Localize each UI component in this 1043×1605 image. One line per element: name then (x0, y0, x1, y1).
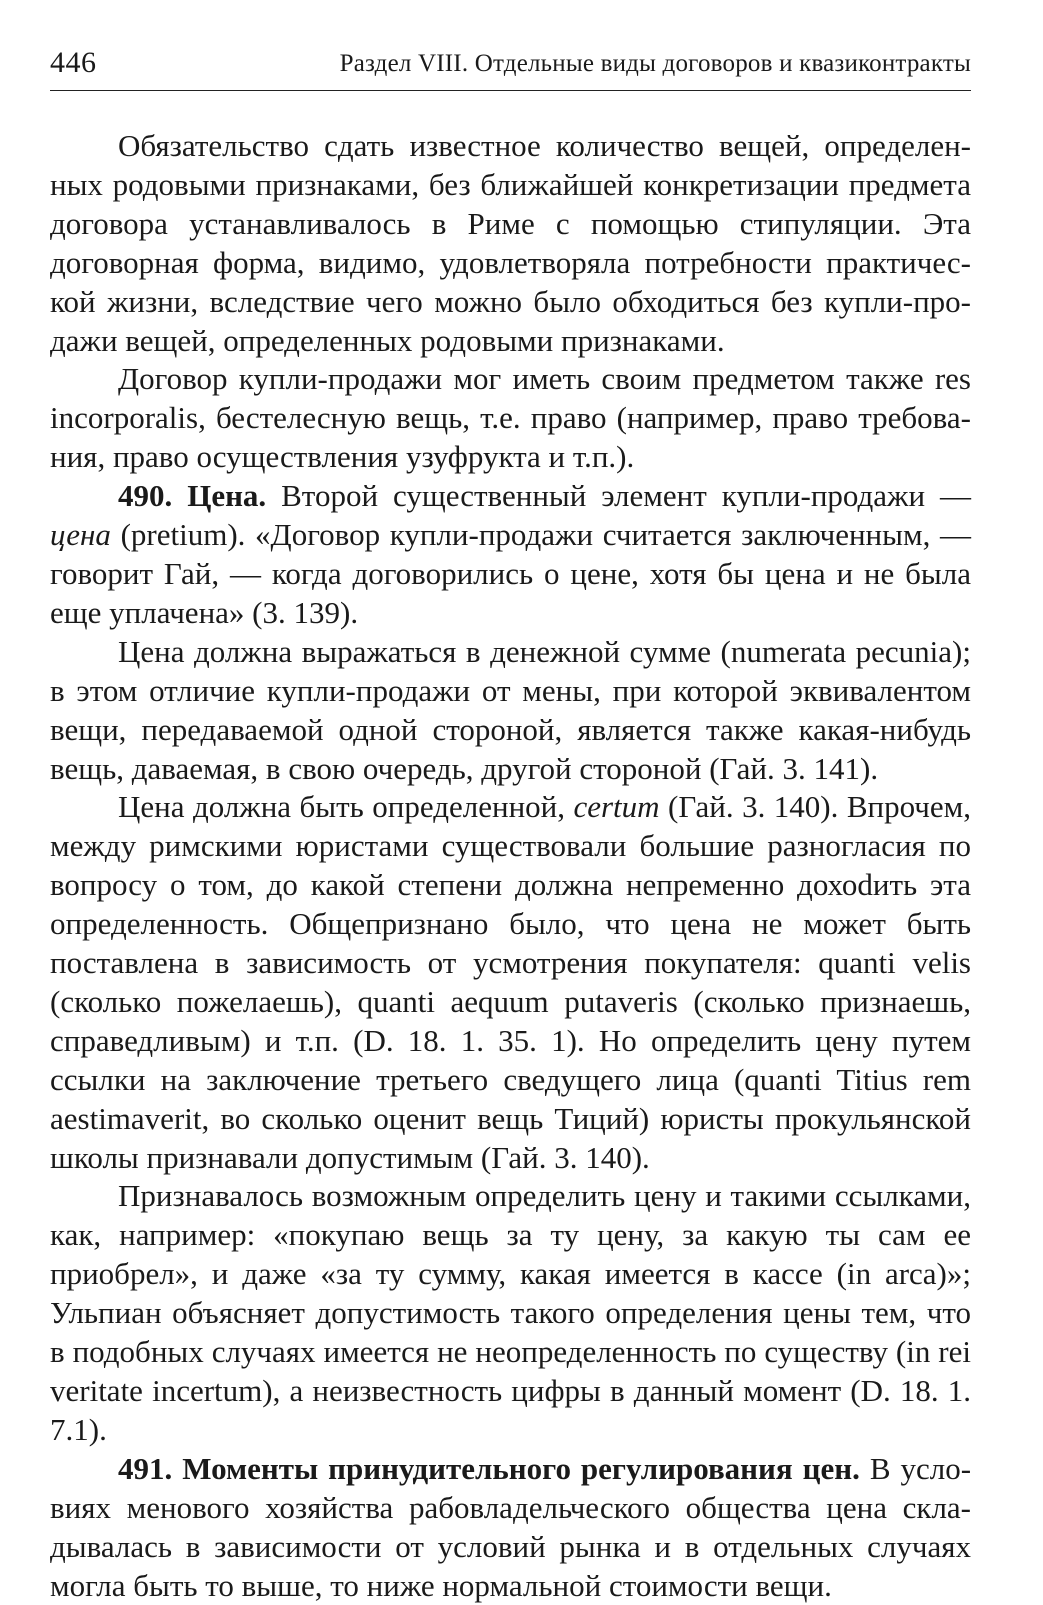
paragraph-text: Второй существенный элемент купли-продажи — (266, 478, 971, 514)
paragraph-text: (Гай. 3. 140). Впрочем, между римскими юристами существовали большие разногласия по вопросу о том, до какой степени должна непременно дохоdить эта определенность. Общепризнано было, что цена не может быть поставлена в зависимость от усмотрения покупателя: quanti velis (сколько пожелаешь), quanti aequum putaveris (сколько признаешь, справедливым) и т.п. (D. 18. 1. 35. 1). Но определить цену путем ссылки на заключение третьего сведущего лица (quanti Titius rem aestimaverit, во сколько оценит вещь Тиций) юристы прокульянской школы признавали допустимым (Гай. 3. 140). (50, 789, 971, 1175)
paragraph-4: Цена должна выражаться в денежной сумме (numerata pecunia); в этом отличие купли-продажи от мены, при которой эквивалентом вещи, передаваемой одной стороной, является также какая-нибудь вещь, даваемая, в свою очередь, другой стороной (Гай. 3. 141). (50, 633, 971, 786)
section-title: Моменты принудительного регулирования цен. (182, 1450, 860, 1486)
paragraph-text: (pretium). «Договор купли-продажи считается заключенным, — говорит Гай, — когда договорились о цене, хотя бы цена и не была еще уплачена» (3. 139). (50, 517, 971, 630)
section-title: Цена. (187, 478, 267, 514)
paragraph-1: Обязательство сдать известное количество вещей, определенных родовыми признаками, без ближайшей конкретизации предмета договора устанавливалось в Риме с помощью стипуляции. Эта договорная форма, видимо, удовлетворяла потребности практической жизни, вследствие чего можно было обходиться без купли-продажи вещей, определенных родовыми признаками. (50, 128, 971, 358)
paragraph-text: В условиях менового хозяйства рабовладельческого общества цена складывалась в зависимости от условий рынка и в отдельных случаях могла быть то выше, то ниже нормальной стоимости вещи. (50, 1450, 972, 1603)
paragraph-2: Договор купли-продажи мог иметь своим предметом также res incorporalis, бестелесную вещь, т.е. право (например, право требования, право осуществления узуфрукта и т.п.). (50, 361, 971, 475)
body-text (50, 127, 971, 1605)
section-number: 491. (118, 1450, 173, 1486)
running-head: Раздел VIII. Отдельные виды договоров и квазиконтракты (339, 50, 971, 77)
paragraph-6: Признавалось возможным определить цену и такими ссылками, как, например: «покупаю вещь за ту цену, за какую ты сам ее приобрел», и даже «за ту сумму, какая имеется в кассе (in arca)»; Ульпиан объясняет допустимость такого определения цены тем, что в подобных случаях имеется не неопределенность по существу (in rei veritate incertum), а неизвестность цифры в данный момент (D. 18. 1. 7.1). (50, 1178, 971, 1447)
paragraph-section-490 (50, 477, 971, 633)
paragraph-5 (50, 788, 971, 1177)
page-header (50, 38, 971, 91)
italic-term: certum (573, 789, 660, 825)
italic-term: цена (50, 517, 111, 553)
section-number: 490. (118, 478, 173, 514)
paragraph-text: Цена должна быть определенной, (118, 789, 574, 825)
page-number: 446 (50, 46, 97, 79)
paragraph-section-491 (50, 1450, 971, 1605)
